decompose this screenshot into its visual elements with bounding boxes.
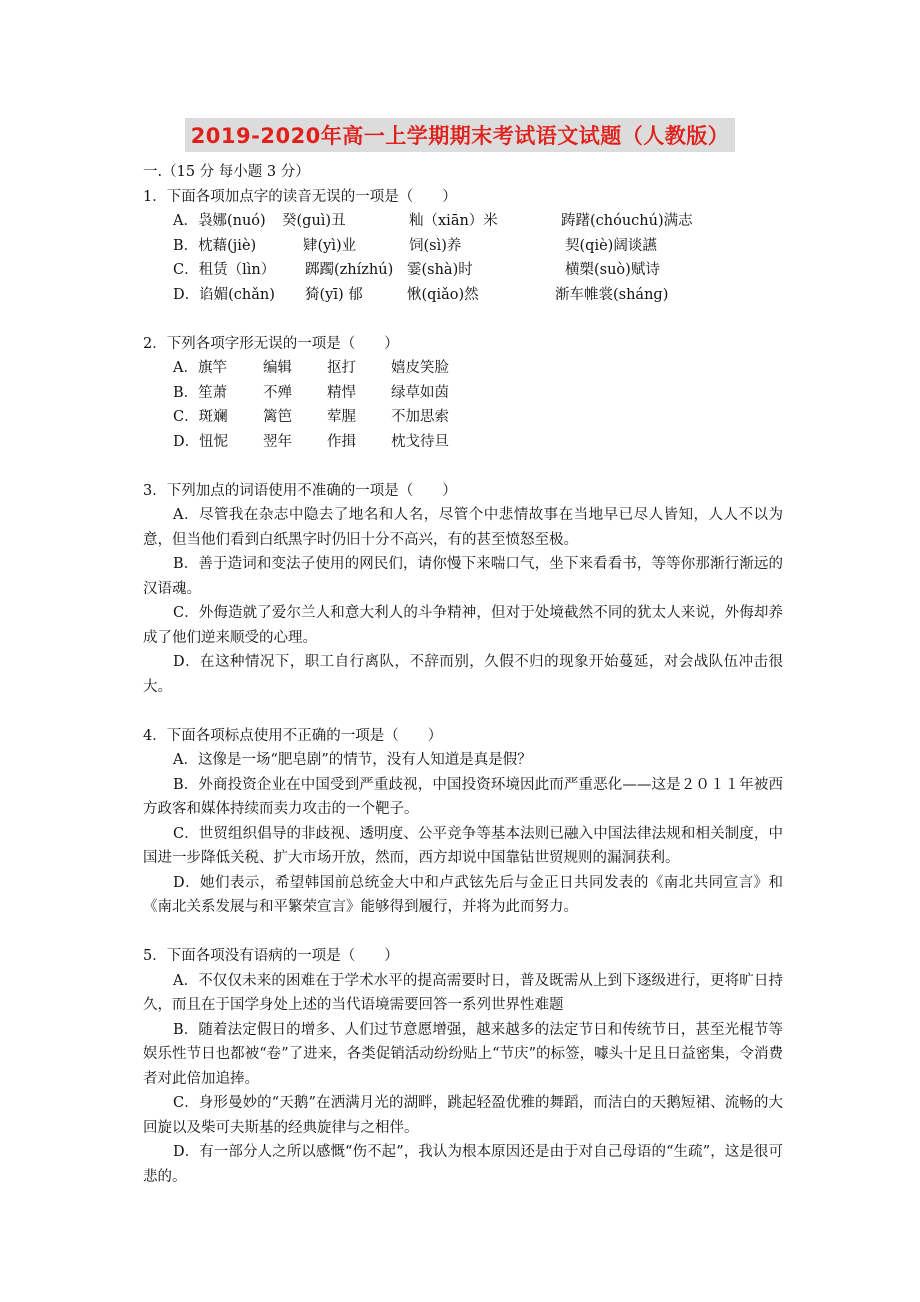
q1-stem: 1．下面各项加点字的读音无误的一项是（ ） [143,188,457,205]
q2-b-2: 不殚 [263,384,292,401]
q1-c-1: C．租赁（lìn） [173,262,276,278]
q5-stem: 5．下面各项没有语病的一项是（ ） [143,948,399,964]
q1-d-4: 渐车帷裳(shánɡ) [555,286,669,303]
q4-option-c: C．世贸组织倡导的非歧视、透明度、公平竞争等基本法则已融入中国法律法规和相关制度，中国进一步降低关税、扩大市场开放，然而，西方却说中国靠钻世贸规则的漏洞获利。 [143,825,783,866]
q2-d-4: 枕戈待旦 [391,433,449,450]
q2-option-d [143,430,783,455]
q1-b-3: 饲(sì)养 [409,237,462,254]
q1-option-b [143,234,783,259]
q5-option-c: C．身形曼妙的“天鹅”在洒满月光的湖畔，跳起轻盈优雅的舞蹈，而洁白的天鹅短裙、流畅的大回旋以及柴可夫斯基的经典旋律与之相伴。 [143,1095,783,1136]
q2-c-3: 荤腥 [327,409,356,425]
q1-option-c [143,258,783,283]
q5-option-a: A．不仅仅未来的困难在于学术水平的提高需要时日，普及既需从上到下逐级进行，更将旷日持久，而且在于国学身处上述的当代语境需要回答一系列世界性难题 [143,972,783,1013]
q2-b-1: B．笙萧 [173,384,228,401]
q3-option-d: D．在这种情况下，职工自行离队，不辞而别，久假不归的现象开始蔓延，对会战队伍冲击很大。 [143,654,783,695]
q2-b-4: 绿草如茵 [391,384,449,401]
q2-a-2: 编辑 [263,360,292,376]
q2-a-1: A．旗竿 [173,360,227,376]
q4-option-d: D．她们表示，希望韩国前总统金大中和卢武铉先后与金正日共同发表的《南北共同宣言》和《南北关系发展与和平繁荣宣言》能够得到履行，并将为此而努力。 [143,874,783,915]
q3-option-c: C．外侮造就了爱尔兰人和意大利人的斗争精神，但对于处境截然不同的犹太人来说，外侮却养成了他们逆来顺受的心理。 [143,605,783,646]
q4-option-b: B．外商投资企业在中国受到严重歧视，中国投资环境因此而严重恶化——这是２０１１年被西方政客和媒体持续而卖力攻击的一个靶子。 [143,776,783,817]
q1-c-4: 横槊(suò)赋诗 [565,262,660,278]
q1-b-2: 肄(yì)业 [303,237,357,254]
q1-a-3: 籼（xiān）米 [409,213,498,229]
exam-content [143,160,783,1189]
q2-option-a [143,356,783,381]
q2-c-2: 篱笆 [263,409,292,425]
q5-option-d: D．有一部分人之所以感慨“伤不起”，我认为根本原因还是由于对自己母语的“生疏”，这是很可悲的。 [143,1144,783,1185]
page-title: 2019-2020年高一上学期期末考试语文试题（人教版） [185,118,736,152]
q2-d-3: 作揖 [327,433,356,450]
q2-c-4: 不加思索 [391,409,449,425]
q2-option-c [143,405,783,430]
q1-option-d [143,283,783,308]
q2-a-4: 嬉皮笑脸 [391,360,449,376]
q2-b-3: 精悍 [327,384,356,401]
q2-a-3: 抠打 [327,360,356,376]
q1-c-2: 踯躅(zhízhú) [305,262,394,278]
q2-d-2: 翌年 [263,433,292,450]
q1-b-4: 契(qiè)阔谈讌 [565,237,657,254]
section-heading: 一.（15 分 每小题 3 分） [143,164,310,180]
q4-option-a: A．这像是一场“肥皂剧”的情节，没有人知道是真是假？ [173,752,532,768]
q1-a-2: 癸(guì)丑 [282,213,346,229]
q4-stem: 4．下面各项标点使用不正确的一项是（ ） [143,727,443,744]
q2-d-1: D．忸怩 [173,433,229,450]
q1-option-a [143,209,783,234]
q1-c-3: 霎(shà)时 [407,262,473,278]
q2-option-b [143,381,783,406]
q2-stem: 2．下列各项字形无误的一项是（ ） [143,335,399,352]
q1-d-2: 猗(yī) 郁 [305,286,363,303]
q5-option-b: B．随着法定假日的增多、人们过节意愿增强，越来越多的法定节日和传统节日，甚至光棍节等娱乐性节日也都被“卷”了进来，各类促销活动纷纷贴上“节庆”的标签，噱头十足且日益密集，令消费者对此倍加追捧。 [143,1021,783,1087]
q1-a-4: 踌躇(chóuchú)满志 [561,213,693,229]
q3-stem: 3．下列加点的词语使用不准确的一项是（ ） [143,482,457,499]
q1-d-3: 愀(qiǎo)然 [407,286,479,303]
q1-a-1: A．袅娜(nuó) [173,213,266,229]
q3-option-b: B．善于造词和变法子使用的网民们，请你慢下来喘口气，坐下来看看书，等等你那渐行渐远的汉语魂。 [143,556,783,597]
q1-d-1: D．谄媚(chǎn) [173,286,275,303]
q3-option-a: A．尽管我在杂志中隐去了地名和人名，尽管个中悲情故事在当地早已尽人皆知，人人不以为意，但当他们看到白纸黑字时仍旧十分不高兴，有的甚至愤怒至极。 [143,507,783,548]
q2-c-1: C．斑斓 [173,409,228,425]
q1-b-1: B．枕藉(jiè) [173,237,257,254]
title-wrap [0,118,920,152]
